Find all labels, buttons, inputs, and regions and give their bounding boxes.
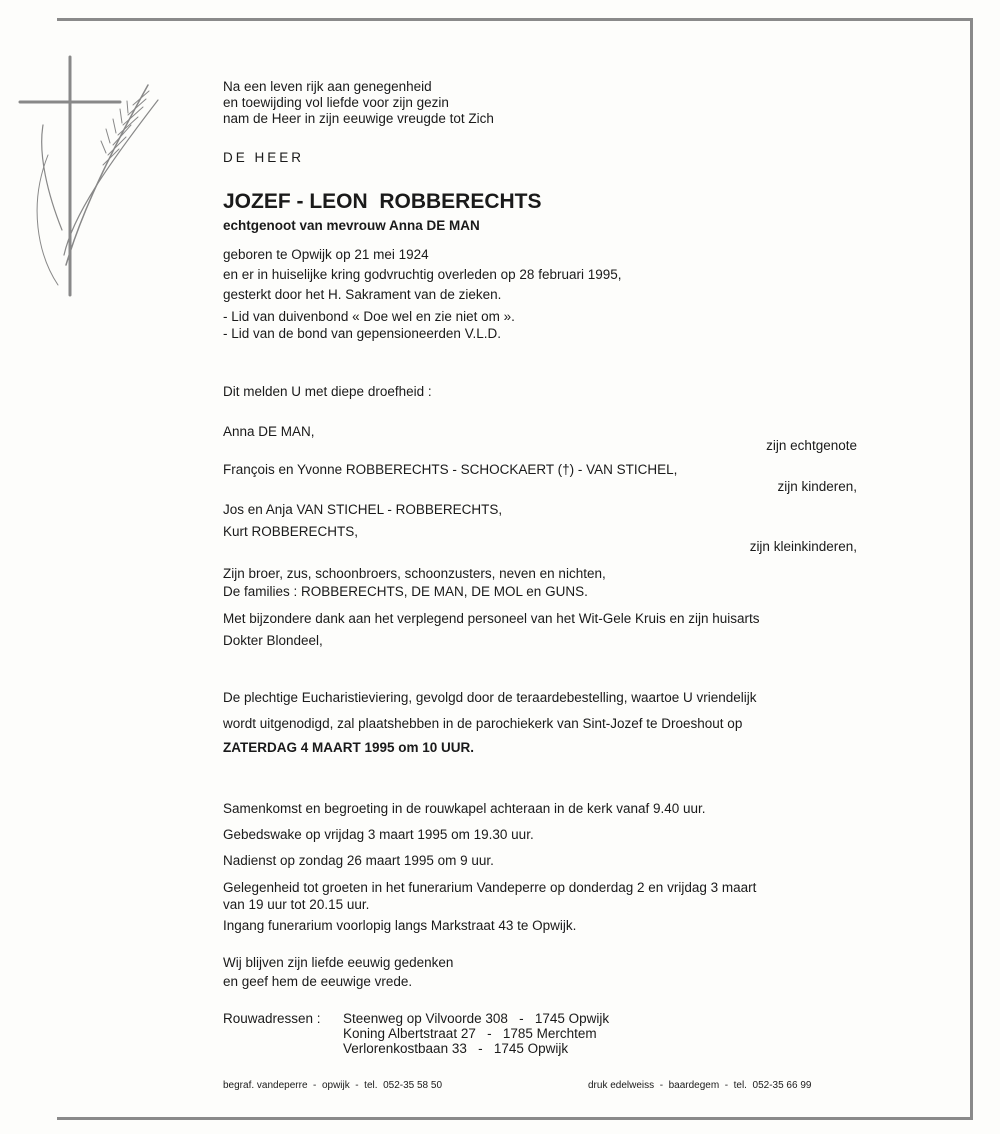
intro-line: Na een leven rijk aan genegenheid [223, 79, 432, 94]
deceased-name: JOZEF - LEON ROBBERECHTS [223, 190, 542, 213]
footer-printer: druk edelweiss - baardegem - tel. 052-35 66 99 [588, 1080, 812, 1091]
family-spouse-role: zijn echtgenote [766, 438, 857, 453]
family-others: Zijn broer, zus, schoonbroers, schoonzusters, neven en nichten, [223, 566, 606, 581]
ceremony-date: ZATERDAG 4 MAART 1995 om 10 UUR. [223, 740, 475, 755]
membership-line: - Lid van duivenbond « Doe wel en zie niet om ». [223, 309, 515, 324]
address-line: Koning Albertstraat 27 - 1785 Merchtem [343, 1026, 597, 1041]
detail-line: Nadienst op zondag 26 maart 1995 om 9 uur. [223, 853, 494, 868]
detail-line: van 19 uur tot 20.15 uur. [223, 897, 370, 912]
address-line: Steenweg op Vilvoorde 308 - 1745 Opwijk [343, 1011, 610, 1026]
detail-line: Gelegenheid tot groeten in het funerarium Vandeperre op donderdag 2 en vrijdag 3 maart [223, 880, 757, 895]
ceremony-line: wordt uitgenodigd, zal plaatshebben in de parochiekerk van Sint-Jozef te Droeshout op [223, 716, 743, 731]
spouse-line: echtgenoot van mevrouw Anna DE MAN [223, 218, 480, 233]
intro-line: en toewijding vol liefde voor zijn gezin [223, 95, 449, 110]
announcement: Dit melden U met diepe droefheid : [223, 384, 432, 399]
thanks-line: Met bijzondere dank aan het verplegend personeel van het Wit-Gele Kruis en zijn huisarts [223, 611, 760, 626]
bio-line: geboren te Opwijk op 21 mei 1924 [223, 247, 429, 262]
detail-line: Gebedswake op vrijdag 3 maart 1995 om 19.30 uur. [223, 827, 534, 842]
bio-line: gesterkt door het H. Sakrament van de zieken. [223, 287, 502, 302]
family-grandchild: Kurt ROBBERECHTS, [223, 524, 359, 539]
closing-line: Wij blijven zijn liefde eeuwig gedenken [223, 955, 454, 970]
cross-with-wheat-icon [18, 55, 168, 315]
intro-line: nam de Heer in zijn eeuwige vreugde tot Zich [223, 111, 494, 126]
footer-funeral-home: begraf. vandeperre - opwijk - tel. 052-35 58 50 [223, 1080, 443, 1091]
family-others: De families : ROBBERECHTS, DE MAN, DE MOL en GUNS. [223, 584, 588, 599]
family-children-role: zijn kinderen, [777, 479, 857, 494]
thanks-line: Dokter Blondeel, [223, 633, 323, 648]
closing-line: en geef hem de eeuwige vrede. [223, 974, 413, 989]
family-children: François en Yvonne ROBBERECHTS - SCHOCKAERT (†) - VAN STICHEL, [223, 462, 678, 477]
family-grandchild: Jos en Anja VAN STICHEL - ROBBERECHTS, [223, 502, 503, 517]
bio-line: en er in huiselijke kring godvruchtig overleden op 28 februari 1995, [223, 267, 622, 282]
detail-line: Ingang funerarium voorlopig langs Markstraat 43 te Opwijk. [223, 918, 577, 933]
addresses-label: Rouwadressen : [223, 1011, 321, 1026]
detail-line: Samenkomst en begroeting in de rouwkapel achteraan in de kerk vanaf 9.40 uur. [223, 801, 706, 816]
family-grandchildren-role: zijn kleinkinderen, [749, 539, 857, 554]
address-line: Verlorenkostbaan 33 - 1745 Opwijk [343, 1041, 569, 1056]
family-spouse: Anna DE MAN, [223, 424, 315, 439]
title-prefix: DE HEER [223, 150, 305, 165]
membership-line: - Lid van de bond van gepensioneerden V.L.D. [223, 326, 501, 341]
ceremony-line: De plechtige Eucharistieviering, gevolgd door de teraardebestelling, waartoe U vriendelijk [223, 690, 757, 705]
